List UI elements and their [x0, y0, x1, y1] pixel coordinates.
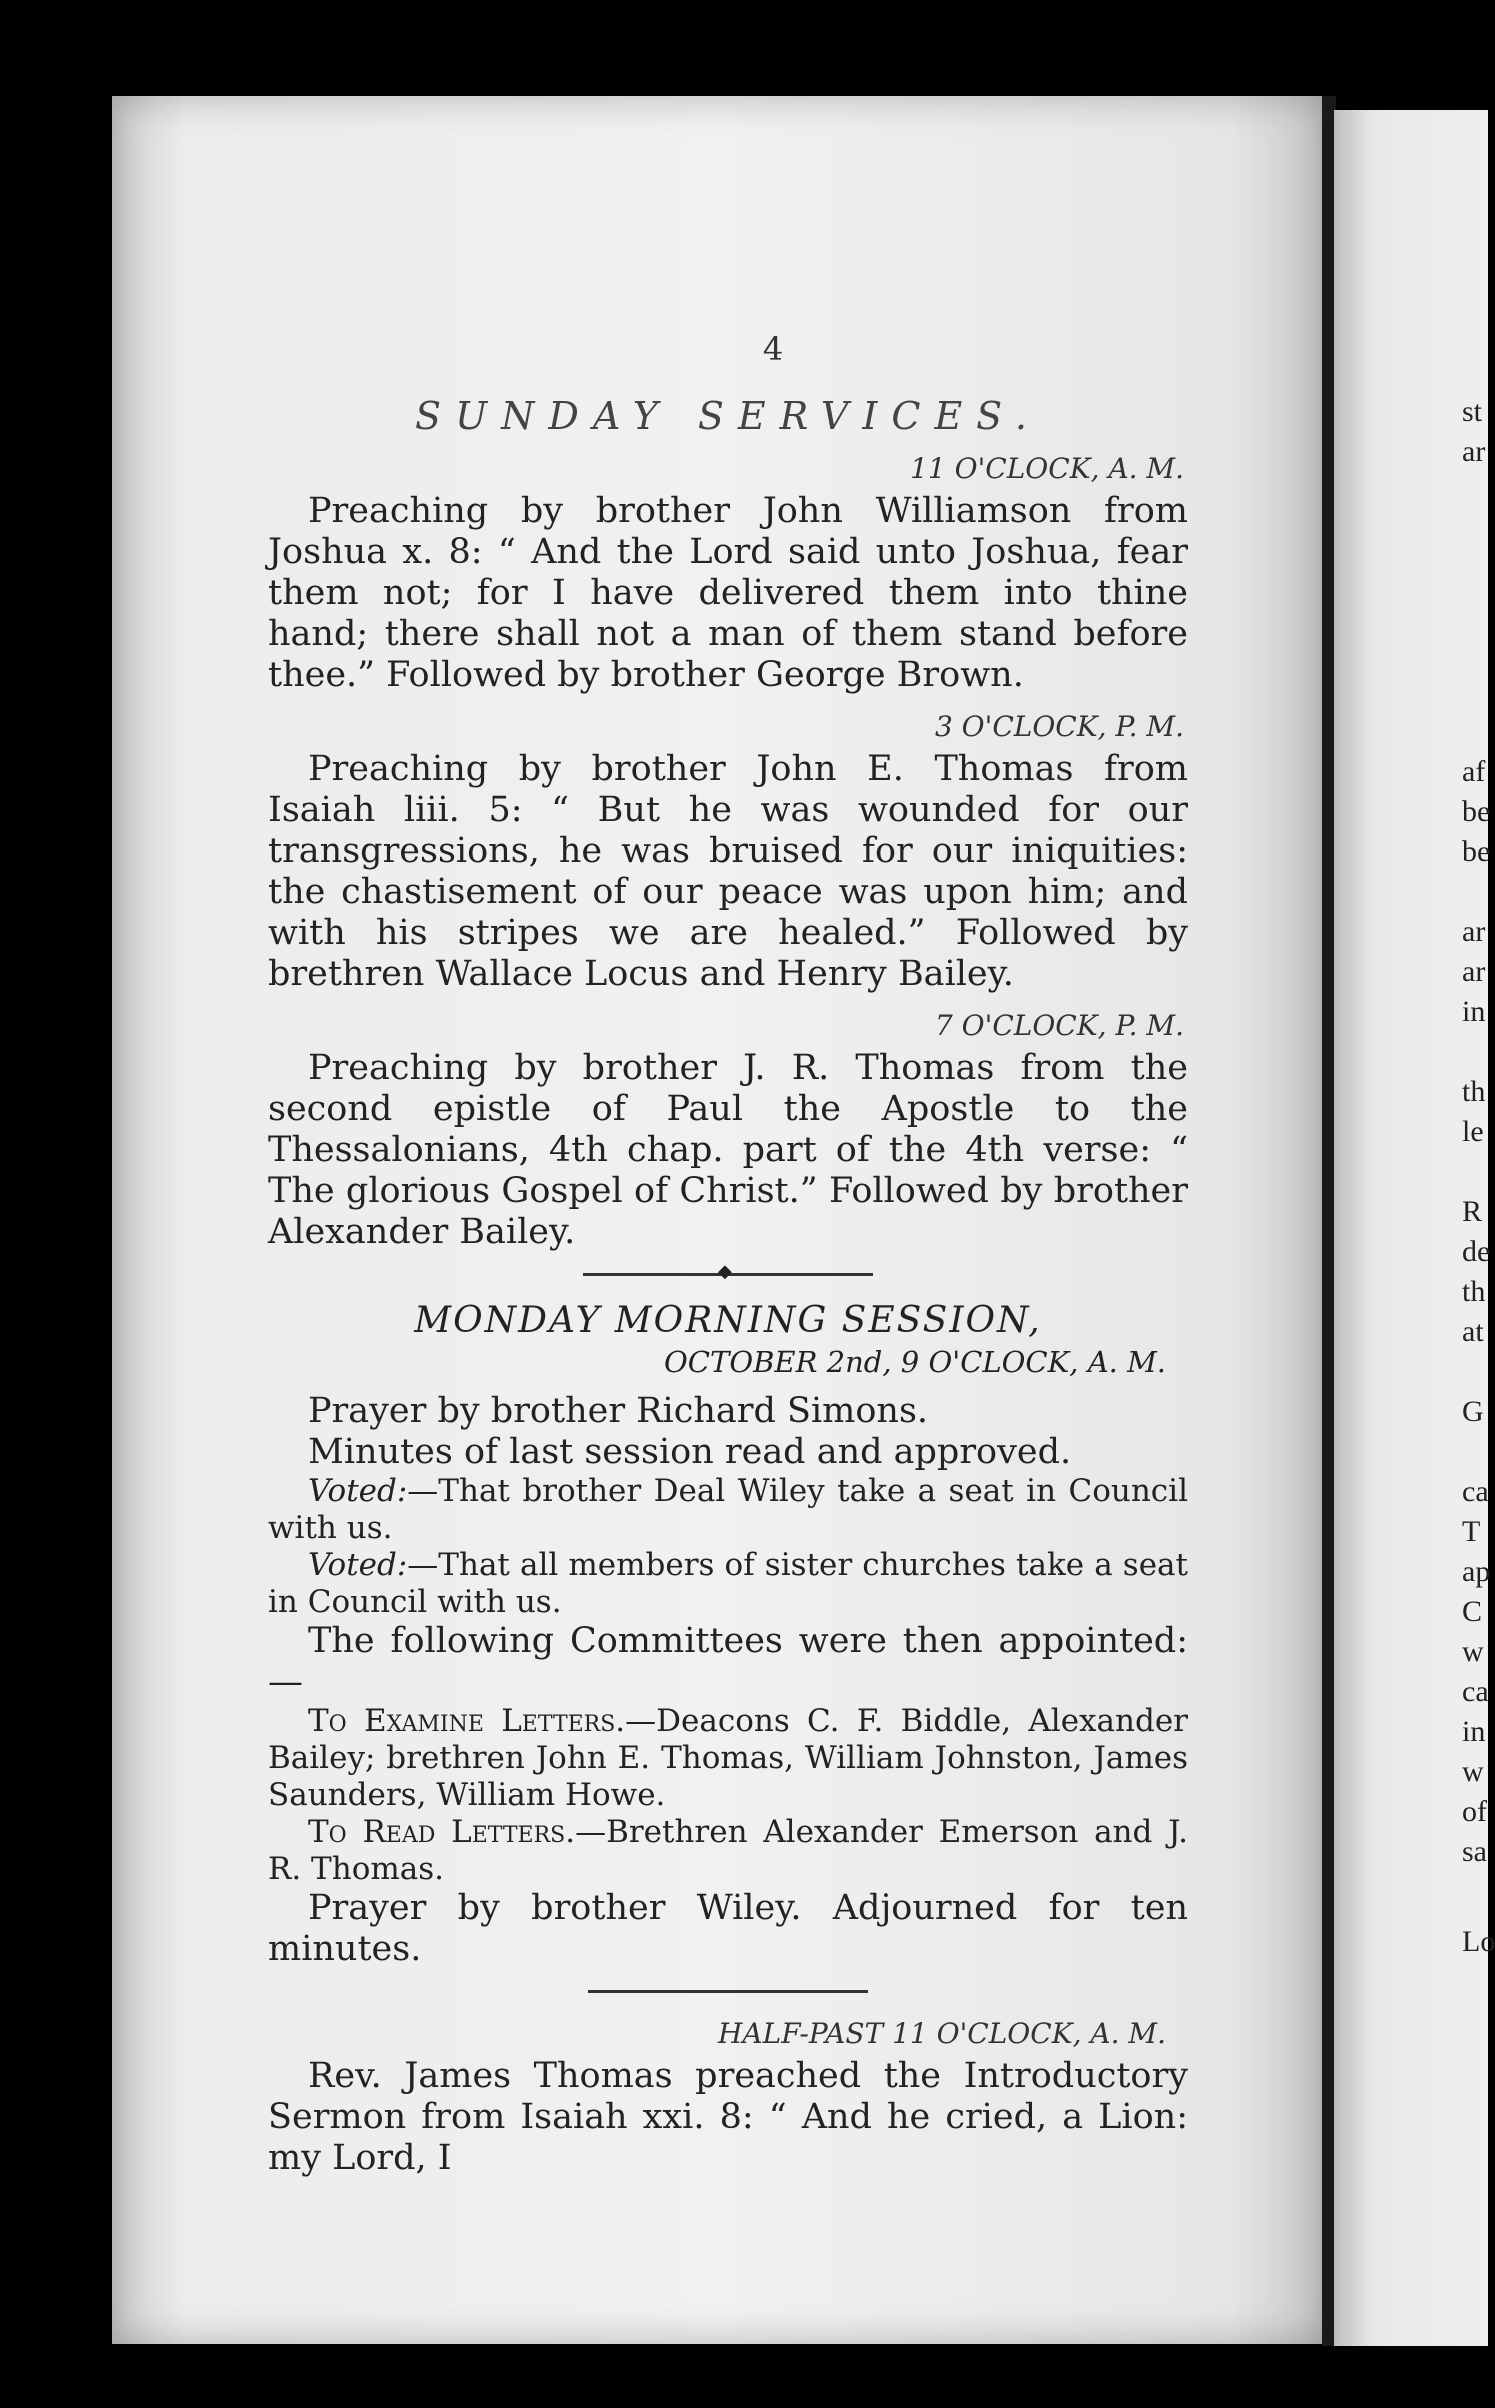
service-time-3: 7 O'CLOCK, P. M.	[934, 1009, 1184, 1042]
fragment: of	[1462, 1795, 1487, 1828]
plain-divider	[588, 1990, 868, 1993]
fragment: ar	[1462, 435, 1486, 468]
fragment: in	[1462, 1715, 1486, 1748]
committees-intro: The following Committees were then appointed:—	[268, 1621, 1188, 1702]
committee-examine	[268, 1703, 1188, 1814]
fragment: sa	[1462, 1835, 1487, 1868]
fragment: G	[1462, 1395, 1484, 1428]
fragment: Lo	[1462, 1925, 1495, 1958]
fragment: th	[1462, 1075, 1486, 1108]
fragment: C	[1462, 1595, 1483, 1628]
fragment: ar	[1462, 955, 1486, 988]
service-time-2: 3 O'CLOCK, P. M.	[934, 710, 1184, 743]
fragment: ca	[1462, 1475, 1489, 1508]
fragment: af	[1462, 755, 1486, 788]
fragment: T	[1462, 1515, 1481, 1548]
fragment: be	[1462, 795, 1491, 828]
fragment: th	[1462, 1275, 1486, 1308]
monday-line-1: Prayer by brother Richard Simons.	[308, 1391, 929, 1431]
voted-1	[268, 1473, 1188, 1547]
section-title: SUNDAY SERVICES.	[415, 394, 1041, 438]
ornament-divider	[583, 1273, 873, 1276]
fragment: be	[1462, 835, 1491, 868]
committee-examine-label: To Examine Letters.	[308, 1703, 626, 1739]
voted-2-label: Voted:	[308, 1547, 408, 1583]
service-text-3: Preaching by brother J. R. Thomas from the second epistle of Paul the Apostle to the Thessalonians, 4th chap. part of the 4th verse: “ The glorious Gospel of Christ.” Followed by brother Alexander Bailey.	[268, 1048, 1188, 1252]
service-text-2: Preaching by brother John E. Thomas from Isaiah liii. 5: “ But he was wounded for our transgressions, he was bruised for our iniquities: the chastisement of our peace was upon him; and with his stripes we are healed.” Followed by brethren Wallace Locus and Henry Bailey.	[268, 749, 1188, 994]
committee-read	[268, 1814, 1188, 1888]
voted-2-text: —That all members of sister churches take a seat in Council with us.	[268, 1547, 1188, 1620]
fragment: ca	[1462, 1675, 1489, 1708]
closing-line: Prayer by brother Wiley. Adjourned for ten minutes.	[268, 1888, 1188, 1969]
monday-line-2: Minutes of last session read and approved.	[308, 1432, 1072, 1472]
half-past-text: Rev. James Thomas preached the Introductory Sermon from Isaiah xxi. 8: “ And he cried, a Lion: my Lord, I	[268, 2056, 1188, 2178]
fragment: w	[1462, 1635, 1484, 1668]
voted-2	[268, 1547, 1188, 1621]
voted-1-label: Voted:	[308, 1473, 408, 1509]
fragment: R	[1462, 1195, 1483, 1228]
voted-1-text: —That brother Deal Wiley take a seat in Council with us.	[268, 1473, 1188, 1546]
fragment: st	[1462, 395, 1483, 428]
fragment: le	[1462, 1115, 1484, 1148]
committee-read-text: —Brethren Alexander Emerson and J. R. Thomas.	[268, 1814, 1188, 1887]
half-past-time: HALF-PAST 11 O'CLOCK, A. M.	[718, 2017, 1166, 2050]
page-number: 4	[762, 330, 784, 368]
monday-subheading: OCTOBER 2nd, 9 O'CLOCK, A. M.	[664, 1345, 1166, 1379]
fragment: in	[1462, 995, 1486, 1028]
fragment: de	[1462, 1235, 1491, 1268]
committee-examine-text: —Deacons C. F. Biddle, Alexander Bailey; brethren John E. Thomas, William Johnston, James Saunders, William Howe.	[268, 1703, 1188, 1813]
page-content	[268, 330, 1188, 2179]
monday-heading: MONDAY MORNING SESSION,	[414, 1300, 1042, 1341]
service-text-1: Preaching by brother John Williamson from Joshua x. 8: “ And the Lord said unto Joshua, fear them not; for I have delivered them into thine hand; there shall not a man of them stand before thee.” Followed by brother George Brown.	[268, 491, 1188, 695]
service-time-1: 11 O'CLOCK, A. M.	[910, 452, 1184, 485]
fragment: at	[1462, 1315, 1484, 1348]
fragment: w	[1462, 1755, 1484, 1788]
fragment: ap	[1462, 1555, 1491, 1588]
committee-read-label: To Read Letters.	[308, 1814, 576, 1850]
fragment: ar	[1462, 915, 1486, 948]
